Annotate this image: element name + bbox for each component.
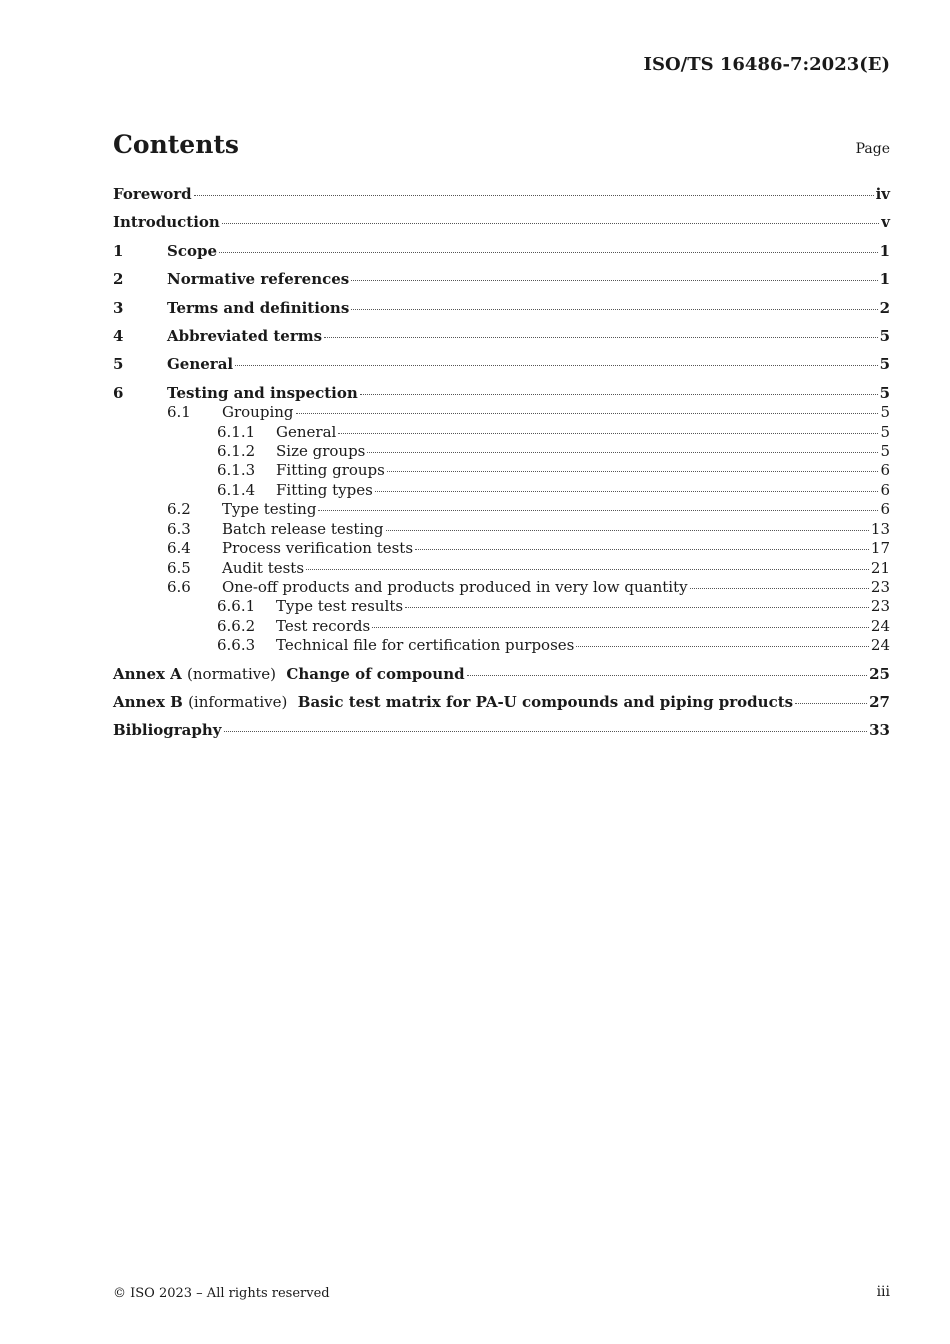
dot-leader	[690, 587, 869, 589]
toc-entry-grouping[interactable]	[113, 403, 890, 422]
dot-leader	[296, 412, 879, 414]
toc-number: 5	[113, 355, 124, 374]
toc-entry-technical-file[interactable]	[113, 636, 890, 655]
page-column-label: Page	[855, 141, 890, 157]
toc-page: 5	[879, 383, 890, 402]
toc-page: 21	[870, 558, 890, 577]
toc-entry-annex-b[interactable]	[113, 693, 890, 712]
toc-number: 6.6.3	[217, 636, 256, 655]
toc-label: Process verification tests	[222, 539, 414, 558]
toc-label: Abbreviated terms	[167, 327, 323, 346]
toc-label: Type test results	[276, 597, 404, 616]
toc-number: 4	[113, 327, 124, 346]
toc-entry-testing-and-inspection[interactable]	[113, 384, 890, 403]
toc-entry-terms-and-definitions[interactable]	[113, 299, 890, 318]
toc-entry-bibliography[interactable]	[113, 721, 890, 740]
toc-entry-type-testing[interactable]	[113, 500, 890, 519]
toc-label: Batch release testing	[222, 519, 384, 538]
toc-page: 23	[870, 577, 890, 596]
annex-type: (normative)	[187, 664, 276, 683]
toc-entry-fitting-groups[interactable]	[113, 461, 890, 480]
toc-label	[113, 693, 793, 712]
toc-label: Testing and inspection	[167, 383, 358, 402]
annex-title: Basic test matrix for PA-U compounds and piping products	[297, 692, 794, 711]
toc-number: 6.1.1	[217, 422, 256, 441]
dot-leader	[386, 529, 869, 531]
contents-title: Contents	[113, 130, 240, 159]
toc-page: 6	[880, 480, 890, 499]
toc-entry-batch-release-testing[interactable]	[113, 520, 890, 539]
toc-page: 13	[870, 519, 890, 538]
toc-number: 6.1.4	[217, 480, 256, 499]
annex-id: Annex B	[113, 692, 183, 711]
toc-entry-audit-tests[interactable]	[113, 559, 890, 578]
toc-page: 33	[869, 721, 890, 740]
toc-label: One-off products and products produced in very low quantity	[222, 577, 688, 596]
annex-id: Annex A	[113, 664, 182, 683]
toc-number: 2	[113, 270, 124, 289]
dot-leader	[306, 568, 869, 570]
toc-page: v	[881, 213, 890, 232]
toc-label: Grouping	[222, 403, 294, 422]
page-number: iii	[876, 1284, 890, 1300]
toc-number: 6.1.3	[217, 461, 256, 480]
dot-leader	[372, 626, 869, 628]
toc-label: Audit tests	[222, 558, 305, 577]
toc-number: 6.5	[167, 558, 191, 577]
toc-page: 6	[880, 500, 890, 519]
copyright-notice: © ISO 2023 – All rights reserved	[113, 1286, 330, 1301]
toc-entry-size-groups[interactable]	[113, 442, 890, 461]
toc-label	[113, 665, 465, 684]
toc-entry-fitting-types[interactable]	[113, 481, 890, 500]
toc-label: Foreword	[113, 185, 192, 203]
dot-leader	[467, 674, 868, 676]
toc-entry-type-test-results[interactable]	[113, 597, 890, 616]
toc-label: Introduction	[113, 213, 220, 232]
toc-page: 5	[879, 355, 890, 374]
dot-leader	[405, 606, 869, 608]
dot-leader	[318, 509, 878, 511]
dot-leader	[387, 470, 879, 472]
dot-leader	[576, 645, 869, 647]
toc-label: General	[167, 355, 234, 374]
toc-label: Test records	[276, 616, 371, 635]
toc-entry-one-off-products[interactable]	[113, 578, 890, 597]
dot-leader	[351, 308, 877, 310]
toc-page: 2	[879, 298, 890, 317]
table-of-contents	[113, 185, 890, 750]
toc-number: 6.1	[167, 403, 191, 422]
toc-entry-test-records[interactable]	[113, 617, 890, 636]
dot-leader	[194, 194, 874, 196]
toc-label: Fitting groups	[276, 461, 385, 480]
dot-leader	[338, 432, 878, 434]
dot-leader	[360, 393, 878, 395]
toc-entry-process-verification-tests[interactable]	[113, 539, 890, 558]
dot-leader	[324, 336, 877, 338]
toc-page: 24	[870, 636, 890, 655]
toc-number: 6.1.2	[217, 442, 256, 461]
dot-leader	[224, 730, 868, 732]
dot-leader	[351, 279, 877, 281]
dot-leader	[375, 490, 879, 492]
toc-page: 5	[880, 403, 890, 422]
dot-leader	[795, 702, 867, 704]
toc-label: Technical file for certification purposes	[276, 636, 575, 655]
toc-number: 6.6.2	[217, 616, 256, 635]
toc-page: iv	[875, 185, 890, 203]
contents-title-row	[113, 130, 890, 159]
document-code: ISO/TS 16486-7:2023(E)	[643, 54, 890, 75]
toc-number: 1	[113, 241, 124, 260]
toc-page: 5	[880, 442, 890, 461]
toc-label: Fitting types	[276, 480, 373, 499]
dot-leader	[415, 548, 869, 550]
toc-page: 27	[869, 692, 890, 711]
toc-page: 24	[870, 616, 890, 635]
toc-entry-grouping-general[interactable]	[113, 423, 890, 442]
toc-number: 6.6	[167, 577, 191, 596]
toc-page: 1	[879, 270, 890, 289]
toc-page: 5	[880, 422, 890, 441]
toc-entry-foreword[interactable]	[113, 185, 890, 204]
toc-label: General	[276, 422, 337, 441]
toc-number: 3	[113, 298, 124, 317]
dot-leader	[367, 451, 878, 453]
toc-number: 6.3	[167, 519, 191, 538]
toc-page: 17	[870, 539, 890, 558]
toc-number: 6.2	[167, 500, 191, 519]
toc-label: Scope	[167, 241, 218, 260]
dot-leader	[219, 251, 878, 253]
toc-entry-introduction[interactable]	[113, 213, 890, 232]
toc-label: Type testing	[222, 500, 317, 519]
toc-page: 23	[870, 597, 890, 616]
toc-page: 1	[879, 241, 890, 260]
dot-leader	[222, 222, 879, 224]
toc-entry-annex-a[interactable]	[113, 665, 890, 684]
toc-page: 6	[880, 461, 890, 480]
toc-entry-scope[interactable]	[113, 242, 890, 261]
toc-entry-general[interactable]	[113, 355, 890, 374]
toc-label: Terms and definitions	[167, 298, 350, 317]
toc-page: 25	[869, 664, 890, 683]
dot-leader	[235, 364, 877, 366]
toc-label: Size groups	[276, 442, 366, 461]
toc-entry-abbreviated-terms[interactable]	[113, 327, 890, 346]
toc-number: 6.4	[167, 539, 191, 558]
toc-label: Bibliography	[113, 721, 222, 740]
annex-title: Change of compound	[286, 664, 465, 683]
toc-number: 6.6.1	[217, 597, 256, 616]
toc-number: 6	[113, 383, 124, 402]
toc-page: 5	[879, 327, 890, 346]
annex-type: (informative)	[188, 692, 288, 711]
toc-entry-normative-references[interactable]	[113, 270, 890, 289]
toc-label: Normative references	[167, 270, 350, 289]
